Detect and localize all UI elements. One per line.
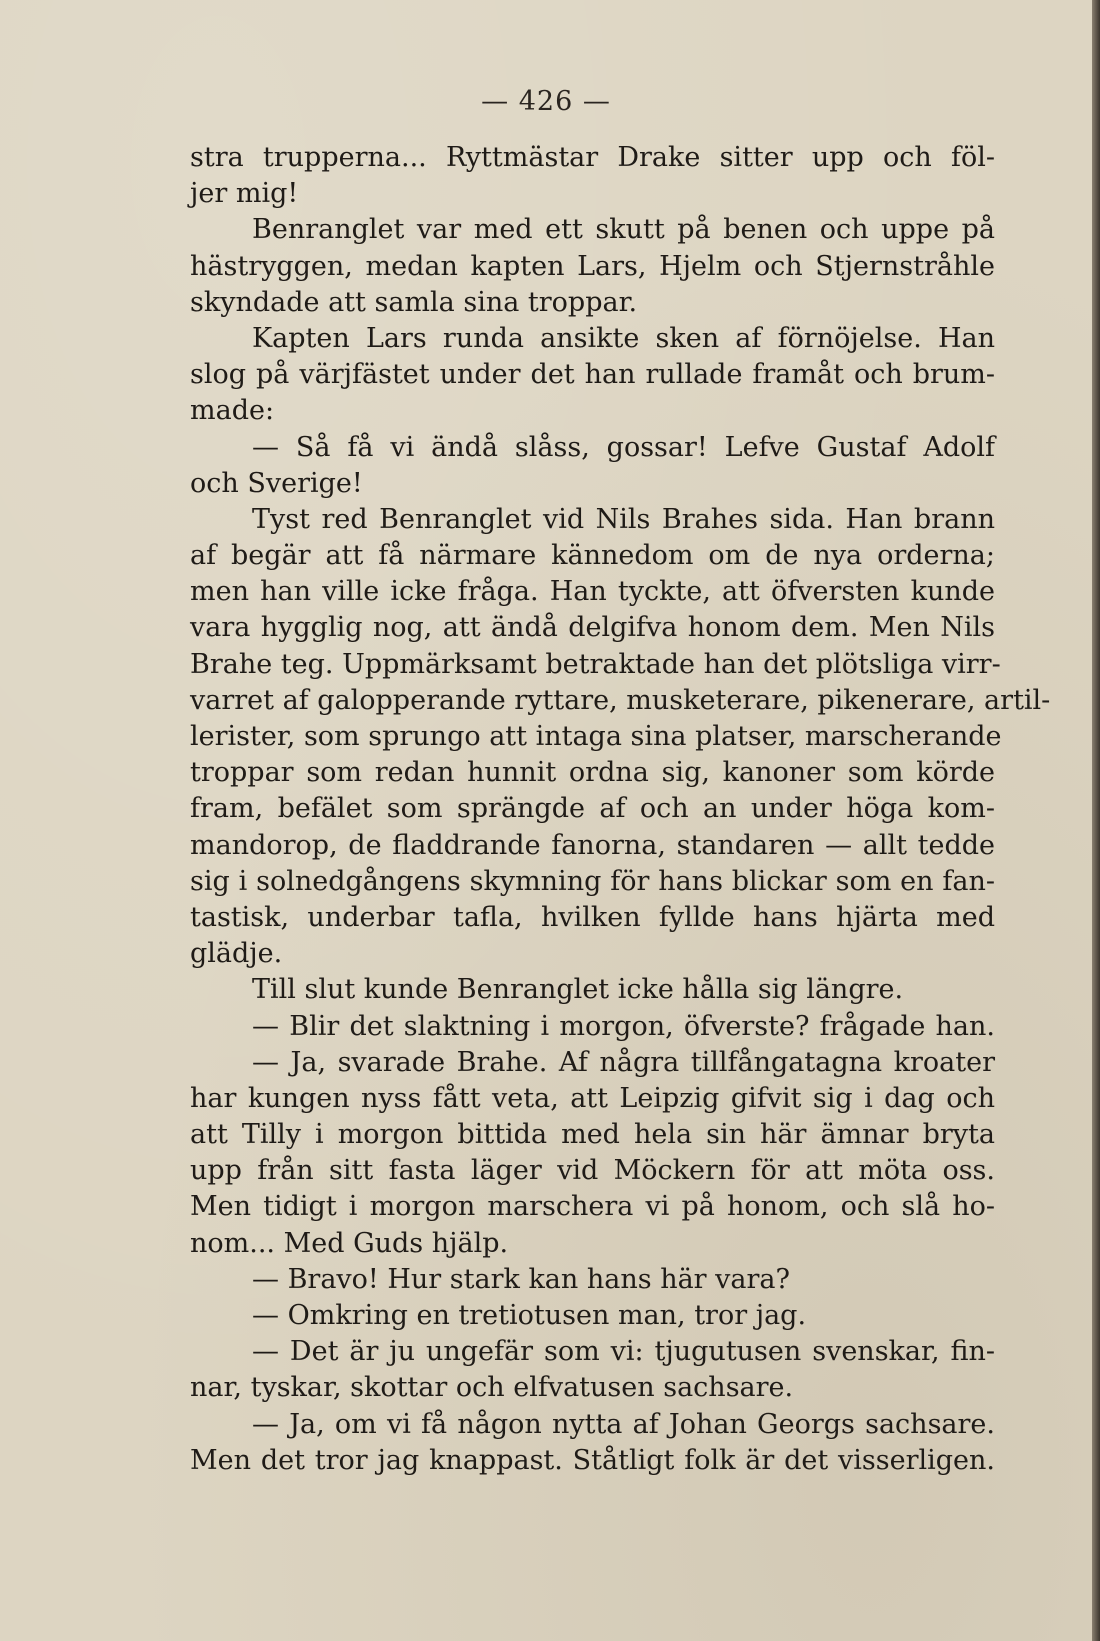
text-line: troppar som redan hunnit ordna sig, kanoner som körde bbox=[190, 757, 995, 789]
text-line: Brahe teg. Uppmärksamt betraktade han det plötsliga virr- bbox=[190, 648, 1001, 680]
text-line: — Blir det slaktning i morgon, öfverste? frågade han. bbox=[252, 1010, 995, 1042]
text-line: Men det tror jag knappast. Ståtligt folk är det visserligen. bbox=[190, 1444, 995, 1476]
body-text bbox=[190, 140, 1051, 1479]
text-line: Till slut kunde Benranglet icke hålla sig längre. bbox=[252, 974, 904, 1006]
text-line: lerister, som sprungo att intaga sina platser, marscherande bbox=[190, 721, 1002, 752]
text-line: fram, befälet som sprängde af och an under höga kom- bbox=[190, 793, 995, 825]
text-line: sig i solnedgångens skymning för hans blickar som en fan- bbox=[190, 865, 995, 897]
text-line: made: bbox=[190, 395, 275, 427]
text-line: — Omkring en tretiotusen man, tror jag. bbox=[252, 1300, 807, 1331]
text-line: skyndade att samla sina troppar. bbox=[190, 286, 638, 318]
text-line: af begär att få närmare kännedom om de nya orderna; bbox=[190, 540, 995, 572]
text-line: — Det är ju ungefär som vi: tjugutusen svenskar, fin- bbox=[252, 1336, 995, 1368]
text-line: varret af galopperande ryttare, musketerare, pikenerare, artil- bbox=[190, 684, 1051, 716]
text-line: vara hygglig nog, att ändå delgifva honom dem. Men Nils bbox=[190, 612, 995, 644]
text-line: nom... Med Guds hjälp. bbox=[190, 1227, 509, 1259]
text-line: Tyst red Benranglet vid Nils Brahes sida. Han brann bbox=[252, 503, 995, 535]
text-line: att Tilly i morgon bittida med hela sin här ämnar bryta bbox=[190, 1119, 995, 1151]
text-line: glädje. bbox=[190, 938, 283, 970]
text-line: jer mig! bbox=[190, 178, 299, 210]
text-line: Kapten Lars runda ansikte sken af förnöjelse. Han bbox=[252, 322, 995, 354]
text-line: har kungen nyss fått veta, att Leipzig gifvit sig i dag och bbox=[190, 1082, 995, 1114]
text-line: Men tidigt i morgon marschera vi på honom, och slå ho- bbox=[190, 1191, 995, 1223]
text-line: — Ja, svarade Brahe. Af några tillfångatagna kroater bbox=[252, 1046, 995, 1078]
text-line: hästryggen, medan kapten Lars, Hjelm och Stjernstråhle bbox=[190, 250, 995, 282]
text-line: och Sverige! bbox=[190, 467, 363, 499]
text-line: — Bravo! Hur stark kan hans här vara? bbox=[252, 1263, 790, 1295]
text-line: Benranglet var med ett skutt på benen och uppe på bbox=[252, 214, 995, 246]
page-edge bbox=[1092, 0, 1100, 1641]
text-line: — Ja, om vi få någon nytta af Johan Georgs sachsare. bbox=[252, 1408, 995, 1440]
page-number: — 426 — bbox=[481, 86, 611, 117]
text-line: nar, tyskar, skottar och elfvatusen sachsare. bbox=[190, 1372, 794, 1404]
text-line: stra trupperna... Ryttmästar Drake sitter upp och föl- bbox=[190, 142, 995, 173]
text-line: slog på värjfästet under det han rullade framåt och brum- bbox=[190, 359, 995, 391]
text-line: upp från sitt fasta läger vid Möckern för att möta oss. bbox=[190, 1155, 995, 1187]
text-line: men han ville icke fråga. Han tyckte, att öfversten kunde bbox=[190, 576, 995, 608]
text-line: — Så få vi ändå slåss, gossar! Lefve Gustaf Adolf bbox=[252, 431, 995, 463]
text-line: tastisk, underbar tafla, hvilken fyllde hans hjärta med bbox=[190, 901, 995, 933]
text-line: mandorop, de fladdrande fanorna, standaren — allt tedde bbox=[190, 829, 995, 861]
